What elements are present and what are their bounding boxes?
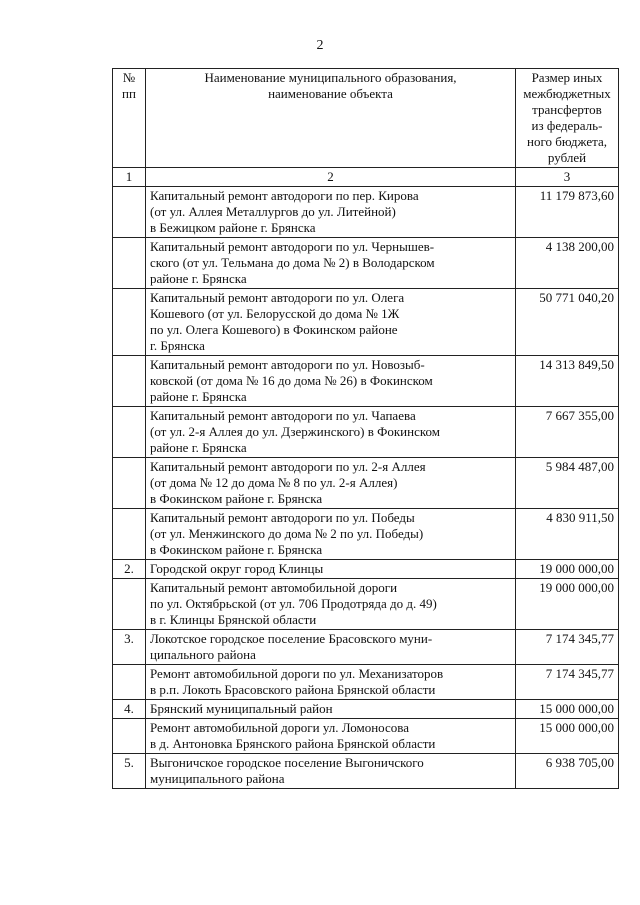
row-number bbox=[113, 187, 146, 238]
row-name: Капитальный ремонт автодороги по ул. Олега Кошевого (от ул. Белорусской до дома № 1Ж по ул. Олега Кошевого) в Фокинском районе г. Брянска bbox=[146, 289, 516, 356]
table-row bbox=[113, 289, 619, 356]
header-amount: Размер иных межбюджетных трансфертов из федераль- ного бюджета, рублей bbox=[516, 69, 619, 168]
row-amount: 19 000 000,00 bbox=[516, 560, 619, 579]
row-amount: 50 771 040,20 bbox=[516, 289, 619, 356]
row-name: Городской округ город Клинцы bbox=[146, 560, 516, 579]
table-row bbox=[113, 579, 619, 630]
table-body bbox=[113, 187, 619, 789]
table-row bbox=[113, 754, 619, 789]
table-row bbox=[113, 356, 619, 407]
table-row bbox=[113, 560, 619, 579]
row-name: Капитальный ремонт автодороги по ул. Победы (от ул. Менжинского до дома № 2 по ул. Победы) в Фокинском районе г. Брянска bbox=[146, 509, 516, 560]
row-number: 4. bbox=[113, 700, 146, 719]
row-amount: 4 830 911,50 bbox=[516, 509, 619, 560]
row-amount: 6 938 705,00 bbox=[516, 754, 619, 789]
row-name: Капитальный ремонт автомобильной дороги по ул. Октябрьской (от ул. 706 Продотряда до д. 49) в г. Клинцы Брянской области bbox=[146, 579, 516, 630]
row-number bbox=[113, 509, 146, 560]
row-amount: 14 313 849,50 bbox=[516, 356, 619, 407]
row-name: Брянский муниципальный район bbox=[146, 700, 516, 719]
row-number bbox=[113, 719, 146, 754]
table-row bbox=[113, 458, 619, 509]
row-number: 2. bbox=[113, 560, 146, 579]
row-name: Капитальный ремонт автодороги по ул. Чернышев- ского (от ул. Тельмана до дома № 2) в Володарском районе г. Брянска bbox=[146, 238, 516, 289]
row-name: Выгоничское городское поселение Выгоничского муниципального района bbox=[146, 754, 516, 789]
row-number bbox=[113, 238, 146, 289]
page-number: 2 bbox=[316, 38, 324, 53]
row-name: Капитальный ремонт автодороги по ул. Новозыб- ковской (от дома № 16 до дома № 26) в Фокинском районе г. Брянска bbox=[146, 356, 516, 407]
row-name: Ремонт автомобильной дороги ул. Ломоносова в д. Антоновка Брянского района Брянской области bbox=[146, 719, 516, 754]
row-number: 5. bbox=[113, 754, 146, 789]
header-number: № пп bbox=[113, 69, 146, 168]
transfers-table bbox=[112, 68, 619, 789]
row-number bbox=[113, 407, 146, 458]
row-name: Локотское городское поселение Брасовского муни- ципального района bbox=[146, 630, 516, 665]
row-amount: 7 174 345,77 bbox=[516, 630, 619, 665]
row-amount: 19 000 000,00 bbox=[516, 579, 619, 630]
row-name: Капитальный ремонт автодороги по ул. Чапаева (от ул. 2-я Аллея до ул. Дзержинского) в Фокинском районе г. Брянска bbox=[146, 407, 516, 458]
row-amount: 4 138 200,00 bbox=[516, 238, 619, 289]
row-number bbox=[113, 458, 146, 509]
table-row bbox=[113, 665, 619, 700]
header-name: Наименование муниципального образования, наименование объекта bbox=[146, 69, 516, 168]
table-row bbox=[113, 700, 619, 719]
row-amount: 15 000 000,00 bbox=[516, 719, 619, 754]
table-row bbox=[113, 630, 619, 665]
row-name: Ремонт автомобильной дороги по ул. Механизаторов в р.п. Локоть Брасовского района Брянской области bbox=[146, 665, 516, 700]
row-number bbox=[113, 289, 146, 356]
row-amount: 5 984 487,00 bbox=[516, 458, 619, 509]
row-amount: 7 667 355,00 bbox=[516, 407, 619, 458]
table-row bbox=[113, 509, 619, 560]
row-name: Капитальный ремонт автодороги по пер. Кирова (от ул. Аллея Металлургов до ул. Литейной) в Бежицком районе г. Брянска bbox=[146, 187, 516, 238]
table-row bbox=[113, 187, 619, 238]
row-amount: 11 179 873,60 bbox=[516, 187, 619, 238]
table-row bbox=[113, 719, 619, 754]
row-amount: 15 000 000,00 bbox=[516, 700, 619, 719]
column-index: 2 bbox=[146, 168, 516, 187]
column-index: 3 bbox=[516, 168, 619, 187]
row-amount: 7 174 345,77 bbox=[516, 665, 619, 700]
row-number bbox=[113, 356, 146, 407]
row-number bbox=[113, 579, 146, 630]
table-header bbox=[113, 69, 619, 187]
row-number bbox=[113, 665, 146, 700]
table-row bbox=[113, 238, 619, 289]
column-index-row bbox=[113, 168, 619, 187]
column-index: 1 bbox=[113, 168, 146, 187]
row-number: 3. bbox=[113, 630, 146, 665]
table-row bbox=[113, 407, 619, 458]
row-name: Капитальный ремонт автодороги по ул. 2-я Аллея (от дома № 12 до дома № 8 по ул. 2-я Аллея) в Фокинском районе г. Брянска bbox=[146, 458, 516, 509]
